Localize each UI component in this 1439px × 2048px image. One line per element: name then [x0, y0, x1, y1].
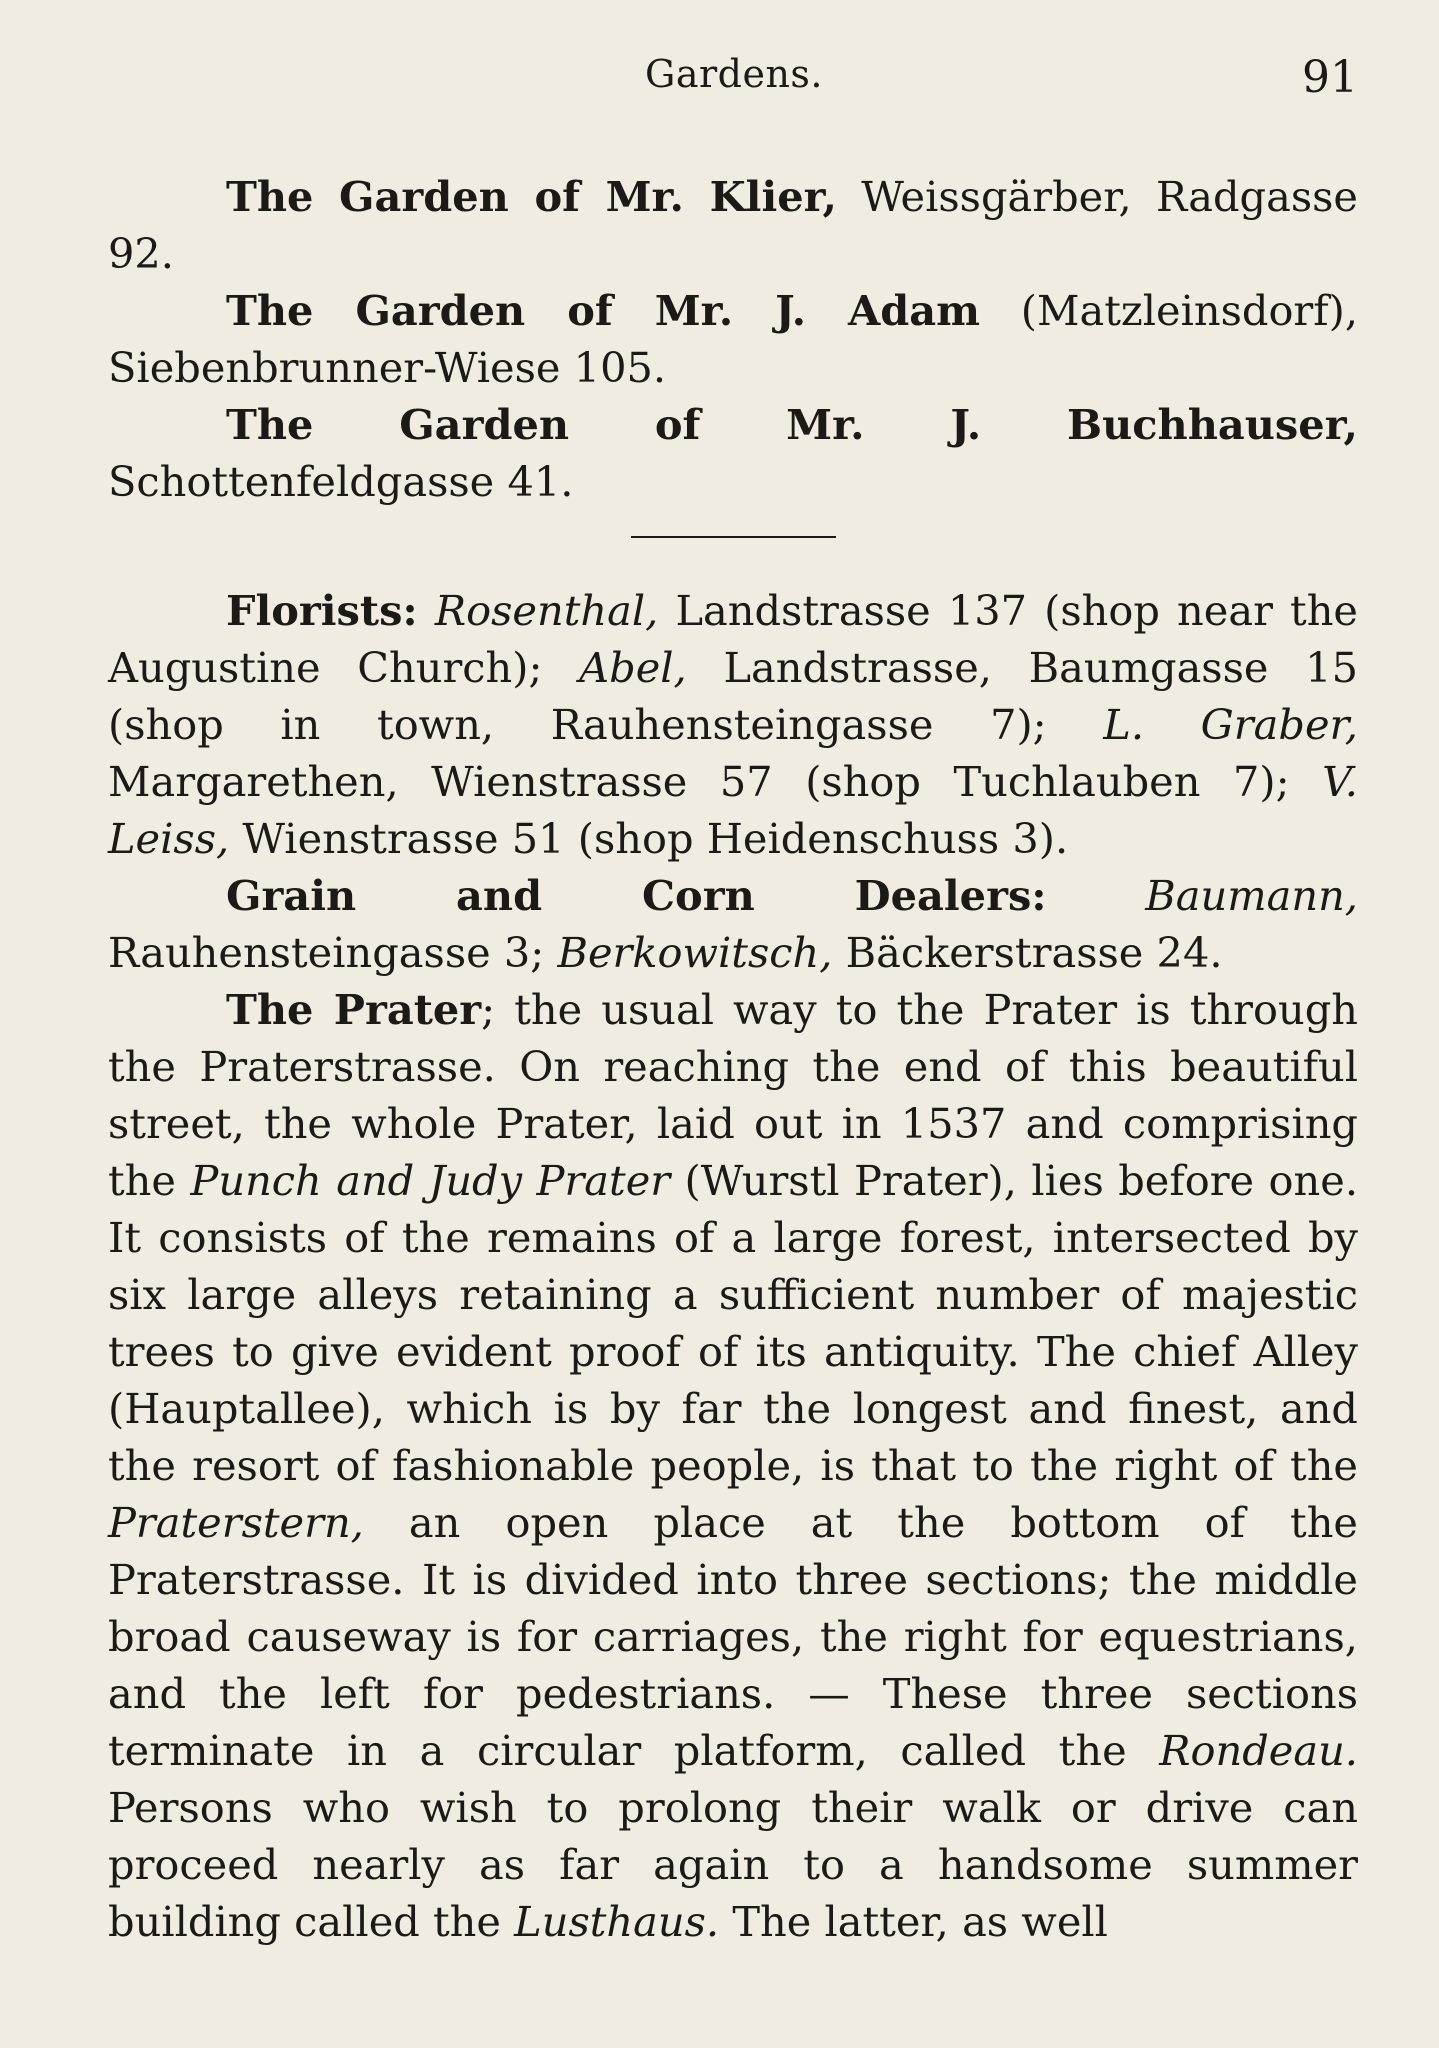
florist-address: Landstrasse, Baumgasse 15 (shop in town, Rauhensteingasse 7);: [108, 643, 1358, 749]
dealer-address: Rauhensteingasse 3;: [108, 928, 558, 977]
entry-address: (Matzleinsdorf), Siebenbrunner-Wiese 105.: [108, 286, 1359, 392]
dealer-address: Bäckerstrasse 24.: [832, 928, 1223, 977]
florist-address: Wienstrasse 51 (shop Heidenschuss 3).: [229, 814, 1069, 863]
florists-label: Florists:: [226, 586, 418, 635]
entry-title: The Garden of Mr. J. Adam: [226, 286, 981, 335]
florist-name: V. Leiss,: [108, 757, 1358, 863]
section-divider: [631, 536, 836, 538]
florist-address: Margarethen, Wienstrasse 57 (shop Tuchlauben 7);: [108, 757, 1323, 806]
florist-name: Abel,: [579, 643, 687, 692]
grain-paragraph: [108, 867, 1358, 981]
prater-text: (Wurstl Prater), lies before one. It consists of the remains of a large forest, intersected by six large alleys retaining a sufficient number of majestic trees to give evident proof of its antiquity. The chief Alley (Hauptallee), which is by far the longest and finest, and the resort of fashionable people, is that to the right of the: [108, 1156, 1359, 1490]
entry-buchhauser: [108, 396, 1358, 510]
prater-italic-term: Lusthaus.: [514, 1897, 720, 1946]
prater-label: The Prater: [226, 985, 482, 1034]
florist-name: Rosenthal,: [434, 586, 659, 635]
florist-name: L. Graber,: [1103, 700, 1358, 749]
prater-italic-term: Punch and Judy Prater: [190, 1156, 671, 1205]
prater-paragraph: [108, 981, 1358, 1950]
prater-italic-term: Rondeau.: [1159, 1726, 1358, 1775]
florist-address: Landstrasse 137 (shop near the Augustine Church);: [108, 586, 1358, 692]
entry-title: The Garden of Mr. Klier,: [226, 172, 837, 221]
prater-text: Persons who wish to prolong their walk or drive can proceed nearly as far again to a handsome summer building called the: [108, 1783, 1358, 1946]
entry-klier: [108, 168, 1358, 282]
page-number: 91: [1302, 52, 1358, 103]
page-header: [110, 52, 1358, 112]
prater-text: an open place at the bottom of the Praterstrasse. It is divided into three sections; the middle broad causeway is for carriages, the right for equestrians, and the left for pedestrians. — These three sections terminate in a circular platform, called the: [108, 1498, 1358, 1775]
entry-title: The Garden of Mr. J. Buchhauser,: [226, 400, 1358, 449]
florists-paragraph: [108, 582, 1358, 867]
entry-address: Weissgärber, Radgasse 92.: [108, 172, 1358, 278]
prater-italic-term: Praterstern,: [108, 1498, 364, 1547]
running-title: Gardens.: [644, 52, 824, 96]
entry-adam: [108, 282, 1358, 396]
page-body: [108, 168, 1358, 1950]
prater-text: ; the usual way to the Prater is through the Praterstrasse. On reaching the end of this beautiful street, the whole Prater, laid out in 1537 and comprising the: [108, 985, 1358, 1205]
prater-text: The latter, as well: [719, 1897, 1108, 1946]
dealer-name: Berkowitsch,: [557, 928, 833, 977]
dealer-name: Baumann,: [1145, 871, 1358, 920]
grain-label: Grain and Corn Dealers:: [226, 871, 1047, 920]
entry-address: Schottenfeldgasse 41.: [108, 457, 574, 506]
